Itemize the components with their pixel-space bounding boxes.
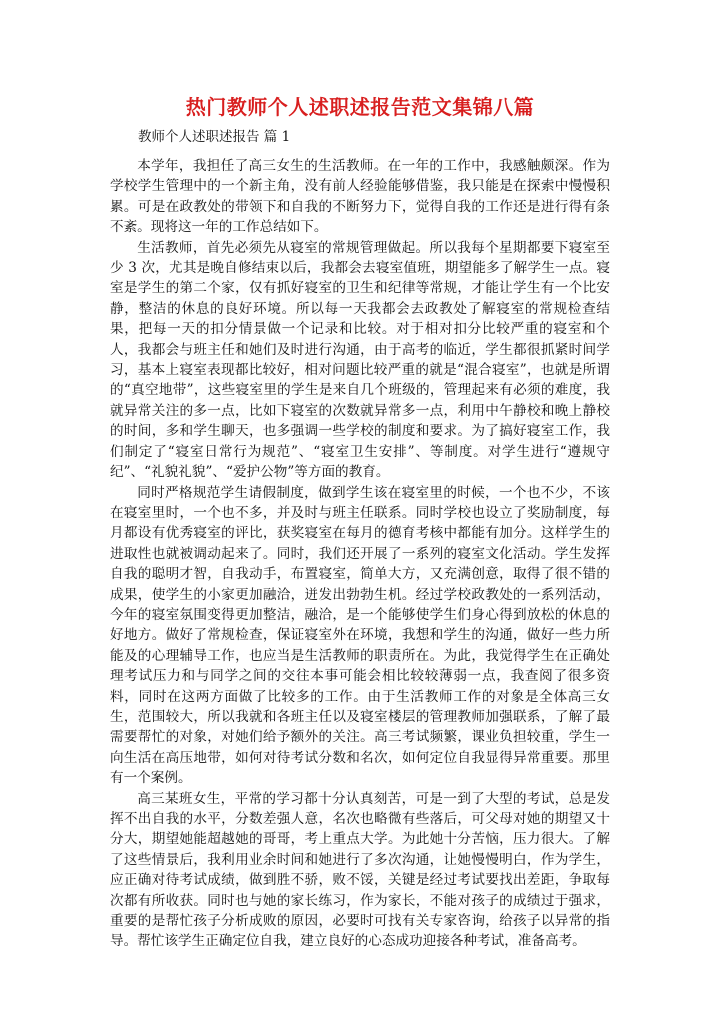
section-heading: 教师个人述职述报告 篇 1 [138,129,291,145]
paragraph-3: 同时严格规范学生请假制度，做到学生该在寝室里的时候，一个也不少，不该在寝室里时，一个也不多，并及时与班主任联系。同时学校也设立了奖励制度，每月都设有优秀寝室的评比，获奖寝室在每月的德育考核中都能有加分。这样学生的进取性也就被调动起来了。同时，我们还开展了一系列的寝室文化活动。学生发挥自我的聪明才智，自我动手，布置寝室，简单大方，又充满创意，取得了很不错的成果，使学生的小家更加融洽，迸发出勃勃生机。经过学校政教处的一系列活动，今年的寝室氛围变得更加整洁，融洽，是一个能够使学生们身心得到放松的休息的好地方。做好了常规检查，保证寝室外在环境，我想和学生的沟通，做好一些力所能及的心理辅导工作，也应当是生活教师的职责所在。为此，我觉得学生在正确处理考试压力和与同学之间的交往本事可能会相比较较薄弱一点，我查阅了很多资料，同时在这两方面做了比较多的工作。由于生活教师工作的对象是全体高三女生，范围较大，所以我就和各班主任以及寝室楼层的管理教师加强联系，了解了最需要帮忙的对象，对她们给予额外的关注。高三考试频繁，课业负担较重，学生一向生活在高压地带，如何对待考试分数和名次，如何定位自我显得异常重要。那里有一个案例。 [110,484,610,787]
paragraph-1: 本学年，我担任了高三女生的生活教师。在一年的工作中，我感触颇深。作为学校学生管理中的一个新主角，没有前人经验能够借鉴，我只能是在探索中慢慢积累。可是在政教处的带领下和自我的不断努力下，觉得自我的工作还是进行得有条不紊。现将这一年的工作总结如下。 [110,158,610,236]
document-title: 热门教师个人述职述报告范文集锦八篇 [185,95,535,119]
document-body [110,156,610,952]
paragraph-4: 高三某班女生，平常的学习都十分认真刻苦，可是一到了大型的考试，总是发挥不出自我的水平，分数差强人意，名次也略微有些落后，可父母对她的期望又十分大，期望她能超越她的哥哥，考上重点大学。为此她十分苦恼，压力很大。了解了这些情景后，我利用业余时间和她进行了多次沟通，让她慢慢明白，作为学生，应正确对待考试成绩，做到胜不骄，败不馁，关键是经过考试要找出差距，争取每次都有所收获。同时也与她的家长练习，作为家长，不能对孩子的成绩过于强求，重要的是帮忙孩子分析成败的原因，必要时可找有关专家咨询，给孩子以异常的指导。帮忙该学生正确定位自我，建立良好的心态成功迎接各种考试，准备高考。 [110,790,610,950]
paragraph-2: 生活教师，首先必须先从寝室的常规管理做起。所以我每个星期都要下寝室至少 3 次，尤其是晚自修结束以后，我都会去寝室值班，期望能多了解学生一点。寝室是学生的第二个家，仅有抓好寝室的卫生和纪律等常规，才能让学生有一个比安静，整洁的休息的良好环境。所以每一天我都会去政教处了解寝室的常规检查结果，把每一天的扣分情景做一个记录和比较。对于相对扣分比较严重的寝室和个人，我都会与班主任和她们及时进行沟通，由于高考的临近，学生都很抓紧时间学习，基本上寝室表现都比较好，相对问题比较严重的就是“混合寝室”，也就是所谓的“真空地带”，这些寝室里的学生是来自几个班级的，管理起来有必须的难度，我就异常关注的多一点，比如下寝室的次数就异常多一点，利用中午静校和晚上静校的时间，多和学生聊天，也多强调一些学校的制度和要求。为了搞好寝室工作，我们制定了“寝室日常行为规范”、“寝室卫生安排”、等制度。对学生进行“遵规守纪”、“礼貌礼貌”、“爱护公物”等方面的教育。 [110,239,610,481]
